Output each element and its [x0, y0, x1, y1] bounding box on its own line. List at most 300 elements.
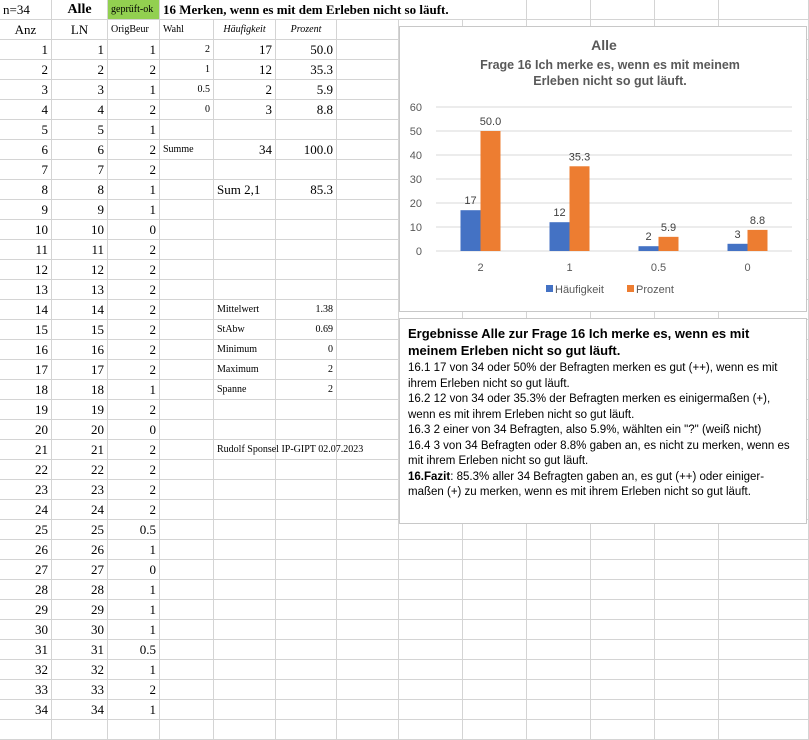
empty-cell[interactable] [160, 260, 214, 280]
empty-cell[interactable] [337, 580, 399, 600]
row-ln[interactable]: 6 [52, 140, 108, 160]
row-anz[interactable]: 11 [0, 240, 52, 260]
row-orig[interactable]: 2 [108, 440, 160, 460]
row-ln[interactable]: 5 [52, 120, 108, 140]
empty-cell[interactable] [214, 160, 276, 180]
empty-cell[interactable] [655, 0, 719, 20]
col-header-anz[interactable]: Anz [0, 20, 52, 40]
row-anz[interactable]: 21 [0, 440, 52, 460]
row-ln[interactable]: 30 [52, 620, 108, 640]
empty-cell[interactable] [399, 700, 463, 720]
row-anz[interactable]: 34 [0, 700, 52, 720]
empty-cell[interactable] [214, 280, 276, 300]
row-orig[interactable]: 2 [108, 160, 160, 180]
empty-cell[interactable] [655, 700, 719, 720]
col-header-orig[interactable]: OrigBeur [108, 20, 160, 40]
empty-cell[interactable] [214, 580, 276, 600]
row-orig[interactable]: 2 [108, 240, 160, 260]
empty-cell[interactable] [160, 720, 214, 740]
row-anz[interactable]: 20 [0, 420, 52, 440]
row-ln[interactable]: 8 [52, 180, 108, 200]
empty-cell[interactable] [399, 640, 463, 660]
empty-cell[interactable] [160, 480, 214, 500]
row-ln[interactable]: 15 [52, 320, 108, 340]
empty-cell[interactable] [337, 460, 399, 480]
empty-cell[interactable] [337, 220, 399, 240]
stat-value[interactable]: 2 [276, 360, 337, 380]
empty-cell[interactable] [337, 540, 399, 560]
freq-wahl[interactable]: 1 [160, 60, 214, 80]
empty-cell[interactable] [160, 320, 214, 340]
stat-label[interactable]: Minimum [214, 340, 276, 360]
empty-cell[interactable] [463, 660, 527, 680]
empty-cell[interactable] [160, 180, 214, 200]
chart-box[interactable] [399, 26, 807, 312]
row-orig[interactable]: 0.5 [108, 520, 160, 540]
empty-cell[interactable] [399, 660, 463, 680]
n-count[interactable]: n=34 [0, 0, 52, 20]
empty-cell[interactable] [214, 120, 276, 140]
row-ln[interactable]: 13 [52, 280, 108, 300]
empty-cell[interactable] [276, 520, 337, 540]
row-anz[interactable]: 23 [0, 480, 52, 500]
empty-cell[interactable] [399, 560, 463, 580]
row-anz[interactable]: 16 [0, 340, 52, 360]
row-ln[interactable]: 2 [52, 60, 108, 80]
empty-cell[interactable] [337, 660, 399, 680]
freq-prozent[interactable]: 35.3 [276, 60, 337, 80]
empty-cell[interactable] [214, 620, 276, 640]
empty-cell[interactable] [214, 520, 276, 540]
empty-cell[interactable] [399, 600, 463, 620]
row-anz[interactable]: 29 [0, 600, 52, 620]
empty-cell[interactable] [591, 0, 655, 20]
row-ln[interactable]: 14 [52, 300, 108, 320]
empty-cell[interactable] [337, 140, 399, 160]
empty-cell[interactable] [337, 720, 399, 740]
empty-cell[interactable] [276, 720, 337, 740]
empty-cell[interactable] [276, 400, 337, 420]
row-ln[interactable]: 26 [52, 540, 108, 560]
empty-cell[interactable] [591, 660, 655, 680]
empty-cell[interactable] [719, 640, 809, 660]
freq-wahl[interactable]: 0.5 [160, 80, 214, 100]
empty-cell[interactable] [337, 160, 399, 180]
row-ln[interactable]: 3 [52, 80, 108, 100]
empty-cell[interactable] [591, 540, 655, 560]
empty-cell[interactable] [276, 480, 337, 500]
row-orig[interactable]: 2 [108, 320, 160, 340]
row-orig[interactable]: 2 [108, 260, 160, 280]
empty-cell[interactable] [160, 540, 214, 560]
row-ln[interactable]: 10 [52, 220, 108, 240]
row-orig[interactable]: 1 [108, 120, 160, 140]
row-ln[interactable]: 11 [52, 240, 108, 260]
row-orig[interactable]: 1 [108, 600, 160, 620]
stat-label[interactable]: Spanne [214, 380, 276, 400]
empty-cell[interactable] [337, 480, 399, 500]
empty-cell[interactable] [160, 680, 214, 700]
stat-label[interactable]: Mittelwert [214, 300, 276, 320]
empty-cell[interactable] [214, 480, 276, 500]
empty-cell[interactable] [527, 660, 591, 680]
row-ln[interactable]: 33 [52, 680, 108, 700]
empty-cell[interactable] [160, 360, 214, 380]
empty-cell[interactable] [160, 460, 214, 480]
empty-cell[interactable] [160, 700, 214, 720]
empty-cell[interactable] [160, 200, 214, 220]
empty-cell[interactable] [399, 680, 463, 700]
empty-cell[interactable] [214, 460, 276, 480]
row-orig[interactable]: 2 [108, 500, 160, 520]
row-ln[interactable]: 31 [52, 640, 108, 660]
row-ln[interactable]: 1 [52, 40, 108, 60]
row-anz[interactable]: 4 [0, 100, 52, 120]
freq-prozent[interactable]: 8.8 [276, 100, 337, 120]
empty-cell[interactable] [214, 420, 276, 440]
col-header-ln[interactable]: LN [52, 20, 108, 40]
empty-cell[interactable] [337, 640, 399, 660]
empty-cell[interactable] [160, 440, 214, 460]
empty-cell[interactable] [655, 600, 719, 620]
stat-label[interactable]: Maximum [214, 360, 276, 380]
empty-cell[interactable] [276, 280, 337, 300]
empty-cell[interactable] [337, 360, 399, 380]
row-anz[interactable]: 12 [0, 260, 52, 280]
row-anz[interactable]: 24 [0, 500, 52, 520]
empty-cell[interactable] [337, 320, 399, 340]
empty-cell[interactable] [719, 660, 809, 680]
empty-cell[interactable] [337, 180, 399, 200]
empty-cell[interactable] [160, 340, 214, 360]
stat-label[interactable]: StAbw [214, 320, 276, 340]
row-ln[interactable]: 7 [52, 160, 108, 180]
row-orig[interactable]: 1 [108, 700, 160, 720]
empty-cell[interactable] [276, 640, 337, 660]
empty-cell[interactable] [463, 720, 527, 740]
empty-cell[interactable] [591, 620, 655, 640]
empty-cell[interactable] [276, 580, 337, 600]
empty-cell[interactable] [337, 240, 399, 260]
summe-prozent[interactable]: 100.0 [276, 140, 337, 160]
empty-cell[interactable] [160, 160, 214, 180]
empty-cell[interactable] [337, 120, 399, 140]
row-orig[interactable]: 0 [108, 420, 160, 440]
empty-cell[interactable] [337, 280, 399, 300]
empty-cell[interactable] [160, 280, 214, 300]
empty-cell[interactable] [655, 720, 719, 740]
empty-cell[interactable] [719, 580, 809, 600]
empty-cell[interactable] [655, 660, 719, 680]
freq-haeufigkeit[interactable]: 3 [214, 100, 276, 120]
row-anz[interactable]: 3 [0, 80, 52, 100]
row-anz[interactable]: 19 [0, 400, 52, 420]
row-anz[interactable]: 14 [0, 300, 52, 320]
empty-cell[interactable] [527, 700, 591, 720]
summe-haeufigkeit[interactable]: 34 [214, 140, 276, 160]
empty-cell[interactable] [160, 620, 214, 640]
empty-cell[interactable] [655, 580, 719, 600]
question-title[interactable]: 16 Merken, wenn es mit dem Erleben nicht so läuft. [160, 0, 527, 20]
empty-cell[interactable] [160, 560, 214, 580]
empty-cell[interactable] [160, 500, 214, 520]
row-anz[interactable]: 13 [0, 280, 52, 300]
empty-cell[interactable] [337, 680, 399, 700]
stat-value[interactable]: 0.69 [276, 320, 337, 340]
row-anz[interactable]: 10 [0, 220, 52, 240]
row-orig[interactable]: 2 [108, 280, 160, 300]
row-ln[interactable]: 29 [52, 600, 108, 620]
empty-cell[interactable] [276, 260, 337, 280]
row-orig[interactable]: 1 [108, 180, 160, 200]
empty-cell[interactable] [276, 560, 337, 580]
empty-cell[interactable] [655, 680, 719, 700]
empty-cell[interactable] [337, 340, 399, 360]
row-ln[interactable]: 16 [52, 340, 108, 360]
col-header-prozent[interactable]: Prozent [276, 20, 337, 40]
row-anz[interactable]: 5 [0, 120, 52, 140]
row-orig[interactable]: 2 [108, 480, 160, 500]
empty-cell[interactable] [160, 240, 214, 260]
row-ln[interactable]: 20 [52, 420, 108, 440]
row-ln[interactable]: 12 [52, 260, 108, 280]
empty-cell[interactable] [214, 200, 276, 220]
summe-label[interactable]: Summe [160, 140, 214, 160]
row-orig[interactable]: 1 [108, 40, 160, 60]
empty-cell[interactable] [719, 720, 809, 740]
row-orig[interactable]: 2 [108, 400, 160, 420]
empty-cell[interactable] [160, 300, 214, 320]
empty-cell[interactable] [655, 620, 719, 640]
empty-cell[interactable] [719, 620, 809, 640]
empty-cell[interactable] [527, 580, 591, 600]
row-anz[interactable]: 28 [0, 580, 52, 600]
empty-cell[interactable] [399, 580, 463, 600]
empty-cell[interactable] [655, 560, 719, 580]
row-anz[interactable]: 17 [0, 360, 52, 380]
empty-cell[interactable] [337, 200, 399, 220]
empty-cell[interactable] [276, 660, 337, 680]
empty-cell[interactable] [160, 120, 214, 140]
empty-cell[interactable] [719, 560, 809, 580]
empty-cell[interactable] [160, 520, 214, 540]
empty-cell[interactable] [591, 700, 655, 720]
empty-cell[interactable] [276, 620, 337, 640]
empty-cell[interactable] [527, 600, 591, 620]
empty-cell[interactable] [337, 300, 399, 320]
row-anz[interactable]: 31 [0, 640, 52, 660]
empty-cell[interactable] [337, 60, 399, 80]
empty-cell[interactable] [337, 620, 399, 640]
empty-cell[interactable] [337, 520, 399, 540]
freq-haeufigkeit[interactable]: 17 [214, 40, 276, 60]
row-ln[interactable]: 4 [52, 100, 108, 120]
empty-cell[interactable] [591, 720, 655, 740]
row-anz[interactable]: 22 [0, 460, 52, 480]
empty-cell[interactable] [214, 600, 276, 620]
row-anz[interactable]: 8 [0, 180, 52, 200]
row-ln[interactable]: 22 [52, 460, 108, 480]
row-ln[interactable]: 24 [52, 500, 108, 520]
row-orig[interactable]: 2 [108, 300, 160, 320]
empty-cell[interactable] [337, 100, 399, 120]
empty-cell[interactable] [337, 80, 399, 100]
empty-cell[interactable] [214, 400, 276, 420]
stat-value[interactable]: 2 [276, 380, 337, 400]
row-orig[interactable]: 1 [108, 540, 160, 560]
empty-cell[interactable] [337, 40, 399, 60]
row-ln[interactable]: 28 [52, 580, 108, 600]
row-anz[interactable]: 26 [0, 540, 52, 560]
row-orig[interactable]: 1 [108, 200, 160, 220]
empty-cell[interactable] [160, 660, 214, 680]
row-ln[interactable]: 27 [52, 560, 108, 580]
empty-cell[interactable] [719, 700, 809, 720]
empty-cell[interactable] [399, 620, 463, 640]
row-orig[interactable]: 2 [108, 340, 160, 360]
empty-cell[interactable] [527, 620, 591, 640]
empty-cell[interactable] [463, 560, 527, 580]
row-anz[interactable]: 9 [0, 200, 52, 220]
empty-cell[interactable] [0, 720, 52, 740]
empty-cell[interactable] [719, 540, 809, 560]
row-orig[interactable]: 1 [108, 660, 160, 680]
empty-cell[interactable] [276, 220, 337, 240]
row-ln[interactable]: 18 [52, 380, 108, 400]
empty-cell[interactable] [463, 540, 527, 560]
empty-cell[interactable] [160, 420, 214, 440]
sum21-prozent[interactable]: 85.3 [276, 180, 337, 200]
row-anz[interactable]: 2 [0, 60, 52, 80]
empty-cell[interactable] [337, 600, 399, 620]
status-badge[interactable]: geprüft-ok [108, 0, 160, 20]
freq-haeufigkeit[interactable]: 12 [214, 60, 276, 80]
freq-wahl[interactable]: 2 [160, 40, 214, 60]
row-anz[interactable]: 7 [0, 160, 52, 180]
empty-cell[interactable] [337, 560, 399, 580]
empty-cell[interactable] [463, 640, 527, 660]
empty-cell[interactable] [276, 700, 337, 720]
row-ln[interactable]: 9 [52, 200, 108, 220]
empty-cell[interactable] [337, 500, 399, 520]
stat-value[interactable]: 1.38 [276, 300, 337, 320]
empty-cell[interactable] [399, 540, 463, 560]
empty-cell[interactable] [527, 680, 591, 700]
empty-cell[interactable] [719, 680, 809, 700]
row-orig[interactable]: 0.5 [108, 640, 160, 660]
row-orig[interactable]: 2 [108, 60, 160, 80]
empty-cell[interactable] [214, 680, 276, 700]
col-header-wahl[interactable]: Wahl [160, 20, 214, 40]
results-box[interactable] [399, 318, 807, 524]
empty-cell[interactable] [276, 600, 337, 620]
empty-cell[interactable] [337, 260, 399, 280]
row-orig[interactable]: 1 [108, 80, 160, 100]
stat-value[interactable]: 0 [276, 340, 337, 360]
empty-cell[interactable] [655, 540, 719, 560]
empty-cell[interactable] [591, 680, 655, 700]
empty-cell[interactable] [719, 0, 809, 20]
empty-cell[interactable] [214, 660, 276, 680]
row-orig[interactable]: 1 [108, 620, 160, 640]
row-orig[interactable]: 1 [108, 580, 160, 600]
empty-cell[interactable] [655, 640, 719, 660]
empty-cell[interactable] [591, 560, 655, 580]
row-orig[interactable]: 0 [108, 220, 160, 240]
empty-cell[interactable] [337, 20, 399, 40]
empty-cell[interactable] [276, 540, 337, 560]
row-ln[interactable]: 32 [52, 660, 108, 680]
freq-prozent[interactable]: 5.9 [276, 80, 337, 100]
row-orig[interactable]: 1 [108, 380, 160, 400]
empty-cell[interactable] [214, 640, 276, 660]
row-orig[interactable]: 2 [108, 460, 160, 480]
row-anz[interactable]: 6 [0, 140, 52, 160]
freq-wahl[interactable]: 0 [160, 100, 214, 120]
row-anz[interactable]: 32 [0, 660, 52, 680]
empty-cell[interactable] [276, 160, 337, 180]
empty-cell[interactable] [214, 220, 276, 240]
empty-cell[interactable] [527, 640, 591, 660]
row-ln[interactable]: 23 [52, 480, 108, 500]
empty-cell[interactable] [337, 420, 399, 440]
empty-cell[interactable] [527, 560, 591, 580]
empty-cell[interactable] [463, 580, 527, 600]
empty-cell[interactable] [276, 680, 337, 700]
row-anz[interactable]: 33 [0, 680, 52, 700]
row-orig[interactable]: 0 [108, 560, 160, 580]
empty-cell[interactable] [591, 640, 655, 660]
empty-cell[interactable] [399, 720, 463, 740]
empty-cell[interactable] [276, 240, 337, 260]
empty-cell[interactable] [463, 620, 527, 640]
row-anz[interactable]: 18 [0, 380, 52, 400]
empty-cell[interactable] [160, 220, 214, 240]
empty-cell[interactable] [214, 560, 276, 580]
row-anz[interactable]: 15 [0, 320, 52, 340]
empty-cell[interactable] [276, 200, 337, 220]
empty-cell[interactable] [463, 680, 527, 700]
row-anz[interactable]: 30 [0, 620, 52, 640]
empty-cell[interactable] [463, 600, 527, 620]
sum21-label[interactable]: Sum 2,1 [214, 180, 276, 200]
row-ln[interactable]: 19 [52, 400, 108, 420]
empty-cell[interactable] [337, 700, 399, 720]
empty-cell[interactable] [276, 420, 337, 440]
row-ln[interactable]: 25 [52, 520, 108, 540]
row-orig[interactable]: 2 [108, 680, 160, 700]
empty-cell[interactable] [591, 600, 655, 620]
empty-cell[interactable] [214, 540, 276, 560]
row-anz[interactable]: 27 [0, 560, 52, 580]
empty-cell[interactable] [214, 240, 276, 260]
credit-text[interactable]: Rudolf Sponsel IP-GIPT 02.07.2023 [214, 440, 399, 460]
freq-prozent[interactable]: 50.0 [276, 40, 337, 60]
row-orig[interactable]: 2 [108, 360, 160, 380]
empty-cell[interactable] [527, 540, 591, 560]
empty-cell[interactable] [160, 600, 214, 620]
empty-cell[interactable] [337, 380, 399, 400]
empty-cell[interactable] [276, 120, 337, 140]
empty-cell[interactable] [214, 500, 276, 520]
freq-haeufigkeit[interactable]: 2 [214, 80, 276, 100]
empty-cell[interactable] [337, 400, 399, 420]
empty-cell[interactable] [463, 700, 527, 720]
empty-cell[interactable] [214, 700, 276, 720]
empty-cell[interactable] [160, 640, 214, 660]
empty-cell[interactable] [160, 380, 214, 400]
empty-cell[interactable] [52, 720, 108, 740]
